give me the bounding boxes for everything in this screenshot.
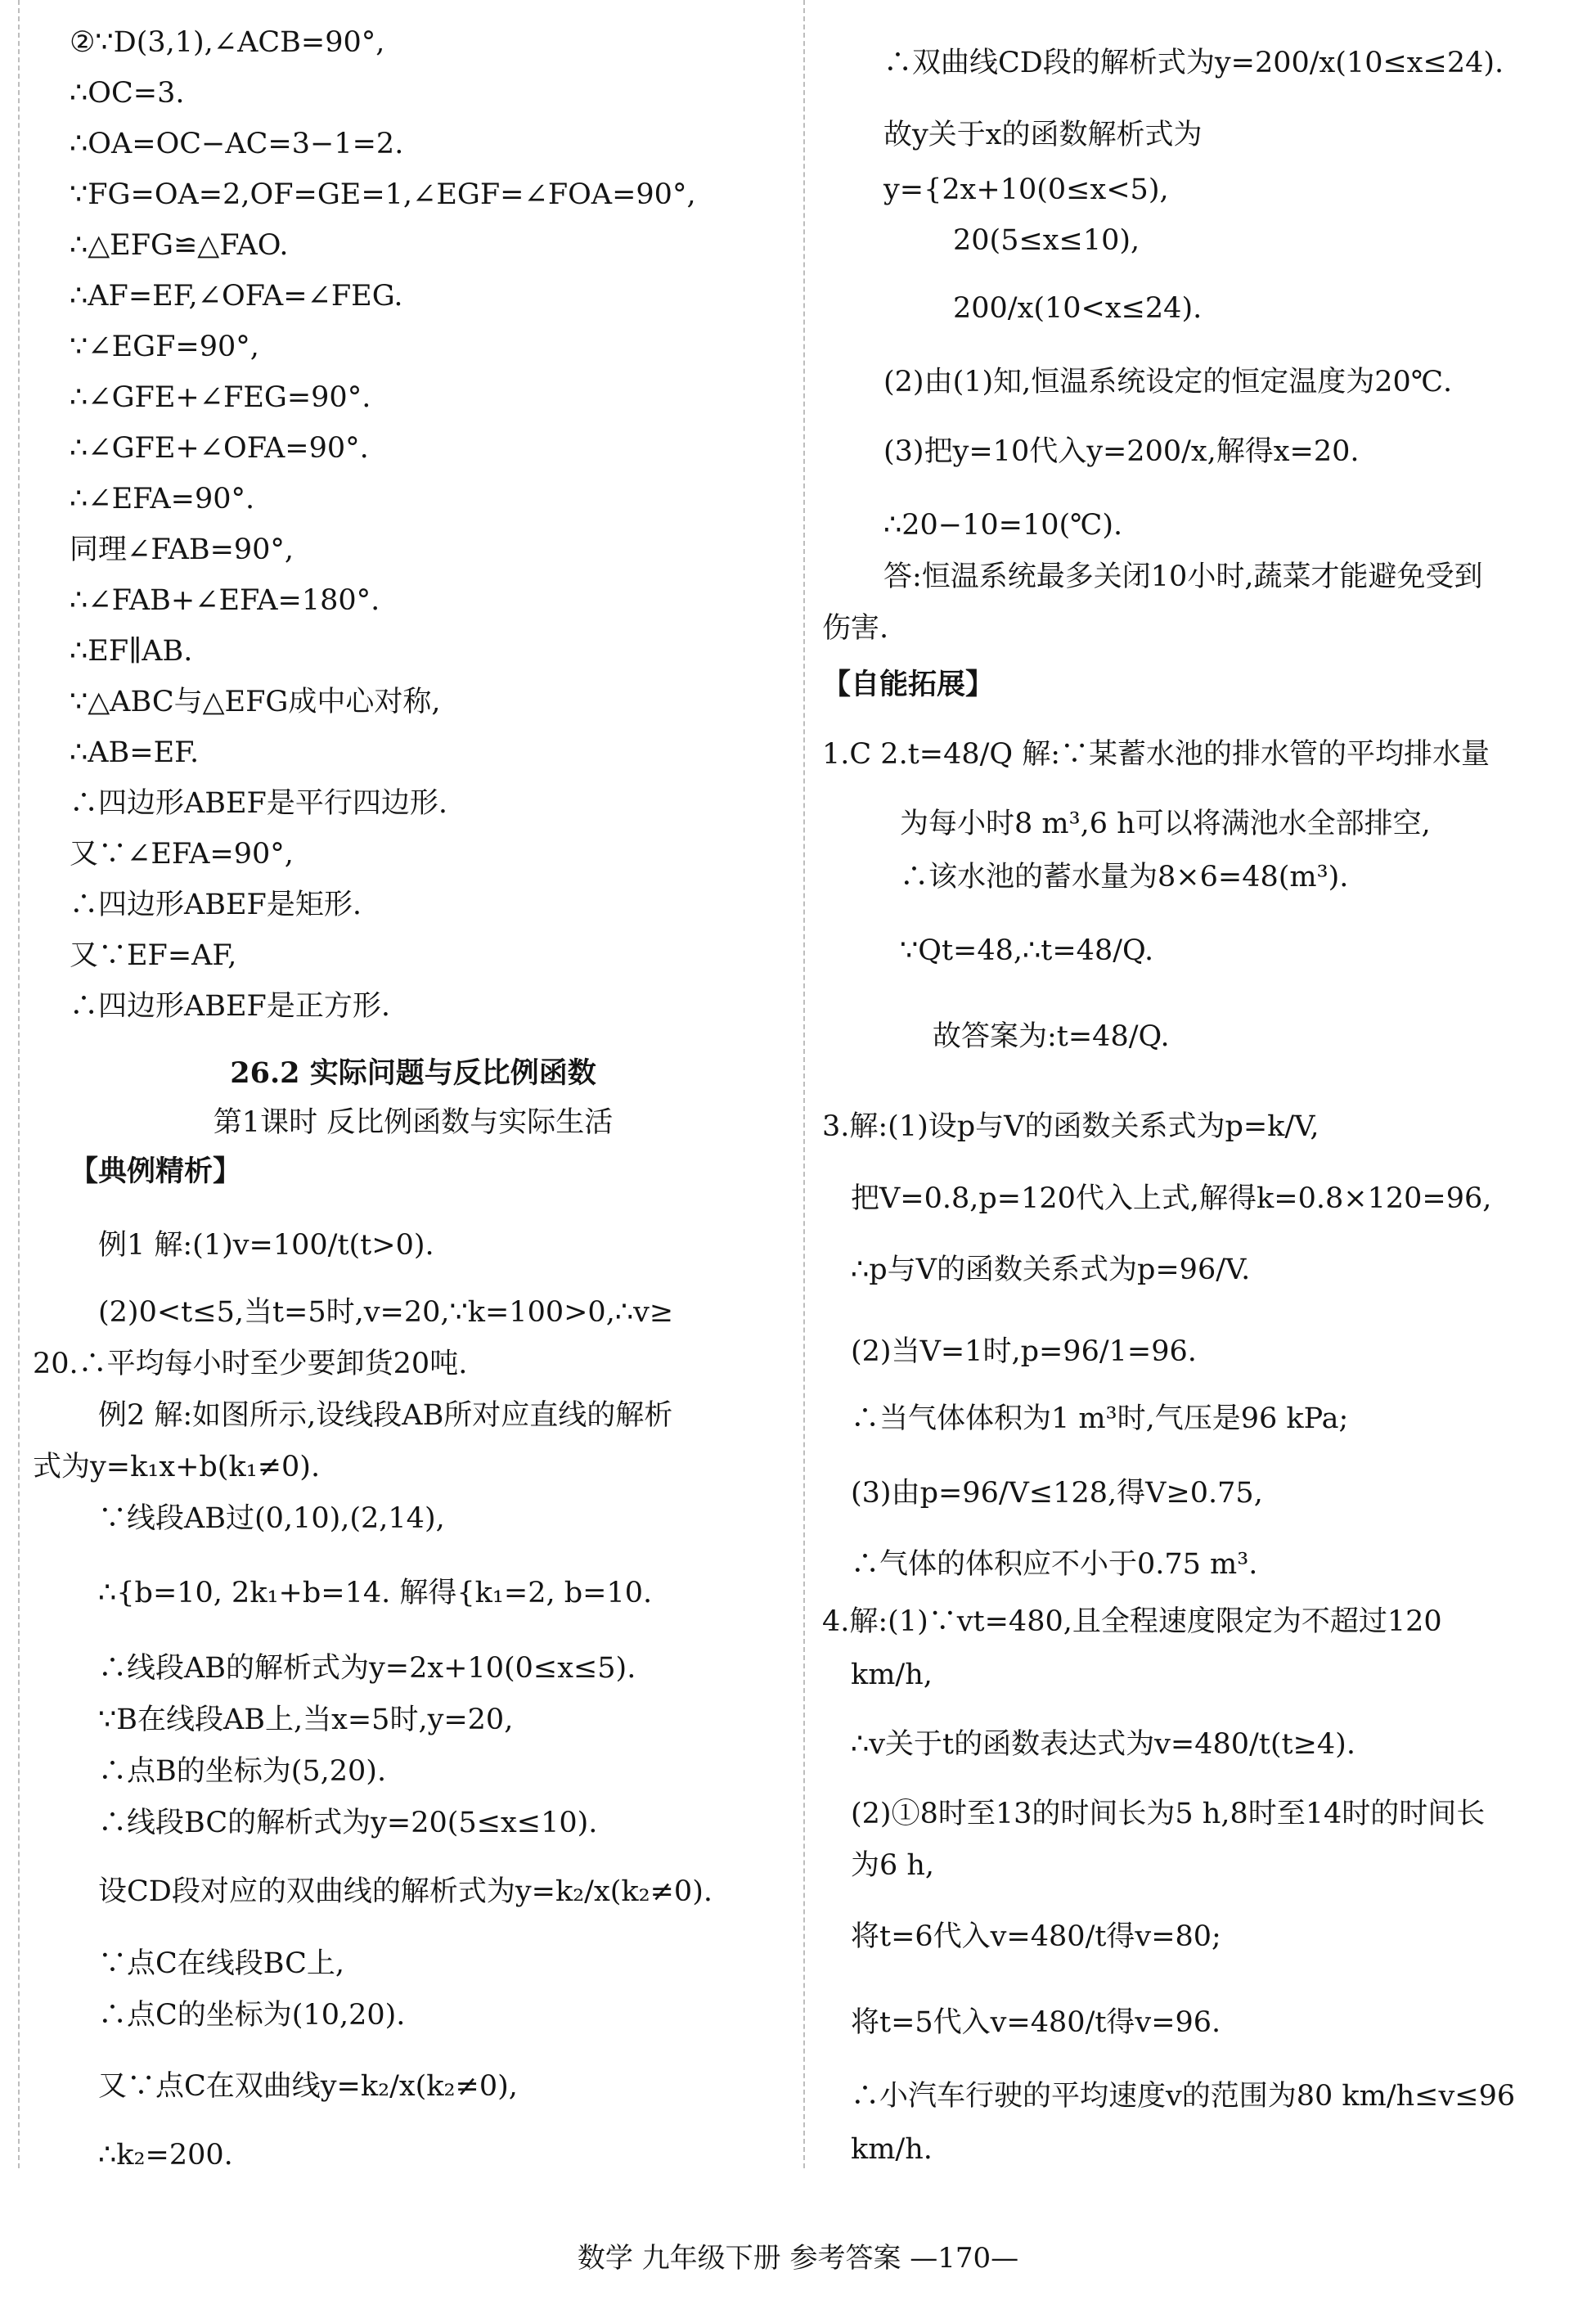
text-line: (2)当V=1时,p=96/1=96.: [851, 1335, 1197, 1368]
text-line: 1.C 2.t=48/Q 解:∵某蓄水池的排水管的平均排水量: [822, 738, 1490, 771]
text-line: ∴气体的体积应不小于0.75 m³.: [851, 1548, 1258, 1581]
text-line: 20(5≤x≤10),: [953, 224, 1140, 257]
text-line: ②∵D(3,1),∠ACB=90°,: [70, 26, 385, 59]
text-line: ∴△EFG≌△FAO.: [70, 229, 289, 262]
text-line: 为每小时8 m³,6 h可以将满池水全部排空,: [900, 808, 1431, 840]
text-line: 答:恒温系统最多关闭10小时,蔬菜才能避免受到: [883, 560, 1483, 593]
lesson-heading: 第1课时 反比例函数与实际生活: [213, 1106, 614, 1139]
text-line: ∴EF∥AB.: [70, 635, 193, 668]
text-line: 为6 h,: [851, 1849, 935, 1882]
subsection-heading: 【典例精析】: [70, 1154, 242, 1188]
text-line: ∴点C的坐标为(10,20).: [98, 1999, 406, 2032]
text-line: ∵B在线段AB上,当x=5时,y=20,: [98, 1704, 514, 1736]
subsection-heading: 【自能拓展】: [822, 668, 995, 701]
text-line: ∴四边形ABEF是平行四边形.: [70, 787, 447, 820]
text-line: ∵Qt=48,∴t=48/Q.: [900, 934, 1154, 967]
text-line: ∴点B的坐标为(5,20).: [98, 1755, 387, 1788]
text-line: 伤害.: [822, 612, 889, 645]
text-line: ∴双曲线CD段的解析式为y=200/x(10≤x≤24).: [883, 47, 1504, 79]
text-line: y={2x+10(0≤x<5),: [883, 173, 1169, 206]
text-line: 式为y=k₁x+b(k₁≠0).: [33, 1451, 321, 1483]
text-line: 20.∴平均每小时至少要卸货20吨.: [33, 1348, 468, 1380]
left-margin-rule: [18, 0, 20, 2168]
text-line: ∴v关于t的函数表达式为v=480/t(t≥4).: [851, 1728, 1355, 1761]
text-line: ∴∠GFE+∠FEG=90°.: [70, 381, 371, 414]
text-line: 200/x(10<x≤24).: [953, 292, 1203, 325]
text-line: ∵∠EGF=90°,: [70, 331, 259, 363]
text-line: ∴p与V的函数关系式为p=96/V.: [851, 1254, 1251, 1286]
text-line: (2)0<t≤5,当t=5时,v=20,∵k=100>0,∴v≥: [98, 1296, 674, 1329]
text-line: 故y关于x的函数解析式为: [883, 119, 1203, 151]
text-line: 故答案为:t=48/Q.: [933, 1020, 1170, 1053]
text-line: ∴线段AB的解析式为y=2x+10(0≤x≤5).: [98, 1652, 636, 1685]
text-line: ∴∠FAB+∠EFA=180°.: [70, 584, 380, 617]
text-line: km/h.: [851, 2133, 933, 2166]
text-line: ∴线段BC的解析式为y=20(5≤x≤10).: [98, 1807, 598, 1839]
text-line: ∵点C在线段BC上,: [98, 1947, 345, 1980]
text-line: ∴k₂=200.: [98, 2139, 233, 2172]
text-line: 把V=0.8,p=120代入上式,解得k=0.8×120=96,: [851, 1182, 1492, 1215]
text-line: ∴{b=10, 2k₁+b=14. 解得{k₁=2, b=10.: [98, 1577, 653, 1609]
text-line: 又∵∠EFA=90°,: [70, 838, 294, 871]
text-line: (2)由(1)知,恒温系统设定的恒定温度为20℃.: [883, 366, 1453, 398]
text-line: (3)由p=96/V≤128,得V≥0.75,: [851, 1477, 1263, 1510]
text-line: (2)①8时至13的时间长为5 h,8时至14时的时间长: [851, 1798, 1486, 1830]
text-line: ∵FG=OA=2,OF=GE=1,∠EGF=∠FOA=90°,: [70, 178, 696, 211]
page-footer: 数学 九年级下册 参考答案 —170—: [577, 2242, 1019, 2275]
text-line: 设CD段对应的双曲线的解析式为y=k₂/x(k₂≠0).: [98, 1875, 713, 1908]
text-line: ∴20−10=10(℃).: [883, 509, 1123, 542]
text-line: (3)把y=10代入y=200/x,解得x=20.: [883, 435, 1360, 468]
text-line: ∴AF=EF,∠OFA=∠FEG.: [70, 280, 403, 313]
text-line: ∴四边形ABEF是正方形.: [70, 990, 390, 1023]
text-line: ∴OC=3.: [70, 77, 185, 110]
section-heading: 26.2 实际问题与反比例函数: [230, 1056, 596, 1090]
text-line: ∴该水池的蓄水量为8×6=48(m³).: [900, 861, 1349, 893]
text-line: 4.解:(1)∵vt=480,且全程速度限定为不超过120: [822, 1605, 1442, 1638]
text-line: ∴∠EFA=90°.: [70, 483, 255, 515]
column-divider: [803, 0, 805, 2168]
text-line: km/h,: [851, 1659, 933, 1691]
text-line: ∴小汽车行驶的平均速度v的范围为80 km/h≤v≤96: [851, 2080, 1516, 2113]
text-line: 例1 解:(1)v=100/t(t>0).: [98, 1229, 434, 1262]
text-line: 同理∠FAB=90°,: [70, 533, 294, 566]
text-line: ∴∠GFE+∠OFA=90°.: [70, 432, 369, 465]
text-line: ∴AB=EF.: [70, 736, 200, 769]
text-line: 将t=5代入v=480/t得v=96.: [851, 2006, 1221, 2039]
text-line: ∵线段AB过(0,10),(2,14),: [98, 1502, 445, 1535]
text-line: ∴四边形ABEF是矩形.: [70, 889, 362, 921]
text-line: 又∵点C在双曲线y=k₂/x(k₂≠0),: [98, 2070, 518, 2103]
text-line: 将t=6代入v=480/t得v=80;: [851, 1920, 1221, 1953]
text-line: ∴当气体体积为1 m³时,气压是96 kPa;: [851, 1402, 1349, 1435]
text-line: 例2 解:如图所示,设线段AB所对应直线的解析: [98, 1399, 673, 1432]
text-line: ∵△ABC与△EFG成中心对称,: [70, 686, 441, 718]
text-line: ∴OA=OC−AC=3−1=2.: [70, 128, 404, 160]
text-line: 又∵EF=AF,: [70, 939, 237, 972]
text-line: 3.解:(1)设p与V的函数关系式为p=k/V,: [822, 1110, 1320, 1143]
